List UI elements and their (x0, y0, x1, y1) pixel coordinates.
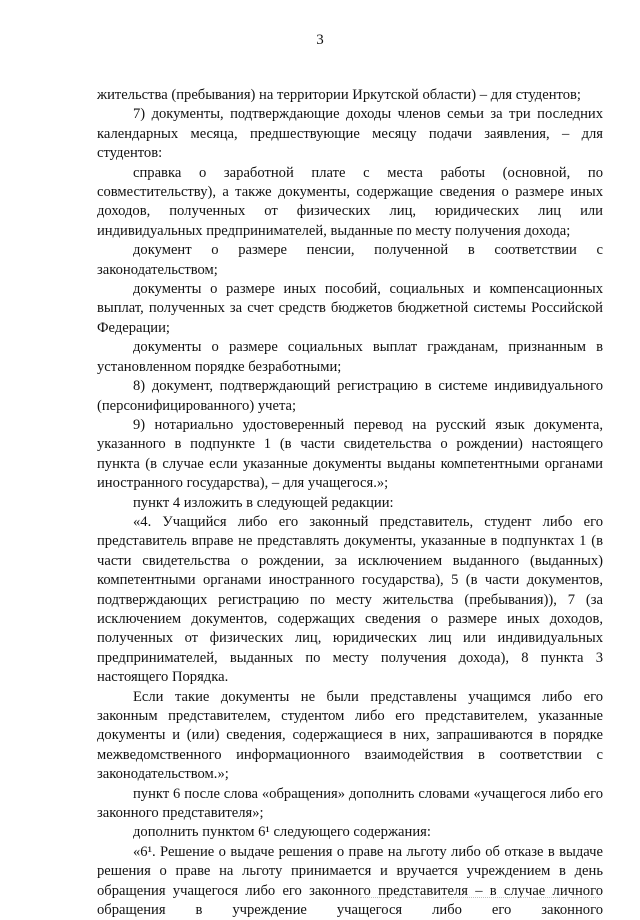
paragraph: 8) документ, подтверждающий регистрацию в системе индивидуального (персонифицированного) учета; (97, 378, 603, 414)
paragraph: документы о размере социальных выплат гражданам, признанным в установленном порядке безработными; (97, 339, 603, 375)
paragraph: документ о размере пенсии, полученной в соответствии с законодательством; (97, 242, 603, 278)
document-body (97, 86, 603, 920)
paragraph: «4. Учащийся либо его законный представитель, студент либо его представитель вправе не представлять документы, указанные в подпунктах 1 (в части свидетельства о рождении, за исключением выданного (выданных) компетентными органами иностранного государства), 5 (в части документов, подтверждающих регистрацию по месту жительства (пребывания)), 7 (за исключением документов, содержащих сведения о размере иных доходов, полученных от физических лиц, юридических лиц или индивидуальных предпринимателей, выданных по месту получения дохода), 8 пункта 3 настоящего Порядка. (97, 513, 603, 686)
paragraph: «6¹. Решение о выдаче решения о праве на льготу либо об отказе в выдаче решения о праве на льготу принимается и вручается учреждением в день обращения учащегося либо его законного представителя – в случае личного обращения в учреждение учащегося либо его законного (97, 843, 603, 919)
page-number: 3 (316, 32, 324, 48)
paragraph: справка о заработной плате с места работы (основной, по совместительству), а также документы, содержащие сведения о размере иных доходов, полученных от физических лиц, юридических лиц или индивидуальных предпринимателей, выданные по месту получения дохода; (97, 164, 603, 239)
footer-divider (360, 897, 600, 898)
paragraph: документы о размере иных пособий, социальных и компенсационных выплат, полученных за счет средств бюджетов бюджетной системы Российской Федерации; (97, 281, 603, 336)
paragraph: пункт 6 после слова «обращения» дополнить словами «учащегося либо его законного представителя»; (97, 785, 603, 822)
paragraph: Если такие документы не были представлены учащимся либо его законным представителем, студентом либо его представителем, указанные документы и (или) сведения, содержащиеся в них, запрашиваются в порядке межведомственного информационного взаимодействия в соответствии с законодательством.»; (97, 688, 603, 783)
paragraph: пункт 4 изложить в следующей редакции: (133, 494, 394, 511)
paragraph: 7) документы, подтверждающие доходы членов семьи за три последних календарных месяца, предшествующие месяцу подачи заявления, – для студентов: (97, 106, 603, 162)
paragraph: дополнить пунктом 6¹ следующего содержания: (133, 824, 431, 841)
paragraph: 9) нотариально удостоверенный перевод на русский язык документа, указанного в подпункте 1 (в части свидетельства о рождении) настоящего пункта (в случае если указанные документы выданы компетентными органами иностранного государства), – для учащегося.»; (97, 416, 603, 492)
paragraph: жительства (пребывания) на территории Иркутской области) – для студентов; (97, 87, 581, 103)
